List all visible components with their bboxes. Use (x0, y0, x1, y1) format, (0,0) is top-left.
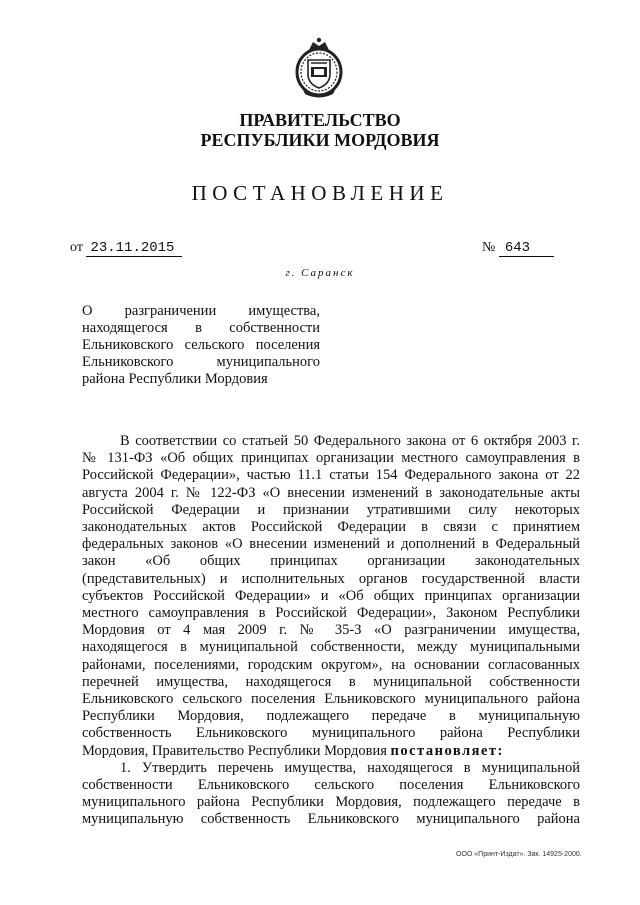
number-label: № (482, 240, 496, 255)
body-line: находящегося в муниципальной собственности, между муниципальными (82, 639, 580, 656)
printer-footer: ООО «Принт-Издат». Зак. 14925-2000. (456, 851, 582, 858)
body-line: законодательных актов Российской Федерации в связи с принятием (82, 519, 580, 536)
subject-line: находящегося в собственности (82, 320, 320, 336)
body-line: В соответствии со статьей 50 Федерального закона от 6 октября 2003 г. (120, 433, 580, 449)
body-line: (представительных) и исполнительных органов государственной власти (82, 570, 580, 587)
body-line: Российской Федерации и признании утратившими силу некоторых (82, 501, 580, 518)
subject-line: Ельниковского муниципального (82, 354, 320, 370)
body-line: районами, поселениями, городским округом», на основании согласованных (82, 656, 580, 673)
gov-title-line1: ПРАВИТЕЛЬСТВО (239, 110, 401, 130)
subject-line: района Республики Мордовия (82, 371, 268, 387)
body-line: перечней имущества, находящегося в муниципальной собственности (82, 673, 580, 690)
date-label: от (70, 240, 83, 255)
body-line: Республики Мордовия, подлежащего передаче в муниципальную (82, 708, 580, 725)
body-line: Ельниковского сельского поселения Ельниковского муниципального района (82, 691, 580, 708)
body-line: муниципального района Республики Мордовия, подлежащего передаче в (82, 794, 580, 811)
body-line: собственности Ельниковского сельского поселения Ельниковского (82, 777, 580, 794)
subject-block (82, 303, 320, 388)
number-line (482, 240, 554, 257)
body-line: Российской Федерации», частью 11.1 статьи 154 Федерального закона от 22 (82, 467, 580, 484)
gov-title-line2: РЕСПУБЛИКИ МОРДОВИЯ (200, 130, 440, 150)
body-line: августа 2004 г. № 122-ФЗ «О внесении изменений в законодательные акты (82, 484, 580, 501)
body-line: 1. Утвердить перечень имущества, находящегося в муниципальной (120, 759, 580, 776)
city: г. Саранск (285, 267, 355, 279)
date-value: 23.11.2015 (86, 240, 182, 257)
document-type: ПОСТАНОВЛЕНИЕ (191, 181, 449, 205)
subject-line: Ельниковского сельского поселения (82, 337, 320, 353)
body-line: Мордовия от 4 мая 2009 г. № 35-З «О разграничении имущества, (82, 622, 580, 639)
subject-line: О разграничении имущества, (82, 303, 320, 319)
body-line: субъектов Российской Федерации» и «Об общих принципах организации (82, 587, 580, 604)
resolves-word: постановляет: (390, 742, 504, 759)
number-value: 643 (499, 240, 554, 257)
date-line (70, 240, 182, 257)
body-line: закон «Об общих принципах организации законодательных (82, 553, 580, 570)
body-text (82, 433, 580, 829)
body-line: муниципальную собственность Ельниковского муниципального района (82, 811, 580, 828)
body-line: собственность Ельниковского муниципального района Республики (82, 725, 580, 742)
body-line: № 131-ФЗ «Об общих принципах организации местного самоуправления в (82, 450, 580, 467)
coat-of-arms-icon (291, 34, 347, 100)
government-title (0, 110, 640, 150)
body-line: федеральных законов «О внесении изменений и дополнений в Федеральный (82, 536, 580, 553)
body-line: местного самоуправления в Российской Федерации», Законом Республики (82, 605, 580, 622)
body-line-resolves (82, 743, 580, 760)
body-line: Мордовия, Правительство Республики Мордовия (82, 742, 387, 759)
